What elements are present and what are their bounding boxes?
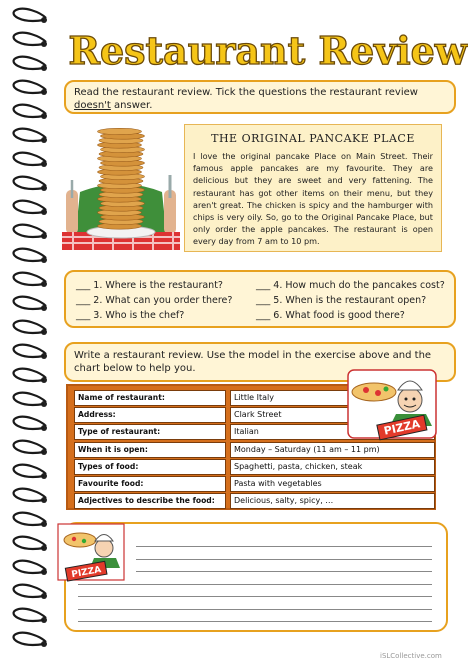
question-4[interactable]: ___ 4. How much do the pancakes cost?	[256, 280, 445, 291]
chart-label: Types of food:	[74, 459, 226, 475]
chart-label: Name of restaurant:	[74, 390, 226, 406]
writing-line	[136, 546, 432, 547]
chart-row	[74, 459, 428, 475]
chart-label: Adjectives to describe the food:	[74, 493, 226, 509]
chart-label: Type of restaurant:	[74, 424, 226, 440]
chart-row	[74, 476, 428, 492]
instruction-underlined: doesn't	[74, 100, 111, 111]
question-5[interactable]: ___ 5. When is the restaurant open?	[256, 295, 427, 306]
chart-label: Address:	[74, 407, 226, 423]
questions-box	[64, 270, 456, 328]
pizza-chef-image	[344, 366, 440, 442]
spiral-binding	[0, 0, 60, 670]
review-heading: THE ORIGINAL PANCAKE PLACE	[211, 132, 415, 145]
chart-value: Italian	[230, 424, 435, 440]
chart-label: Favourite food:	[74, 476, 226, 492]
chart-value: Pasta with vegetables	[230, 476, 435, 492]
pizza-chef-image-small	[56, 522, 126, 582]
writing-line	[136, 559, 432, 560]
question-1[interactable]: ___ 1. Where is the restaurant?	[76, 280, 223, 291]
chart-value: Monday – Saturday (11 am – 11 pm)	[230, 442, 435, 458]
instruction-read-review	[64, 80, 456, 114]
pizza-sign-label: PIZZA	[382, 417, 422, 438]
review-article	[184, 124, 442, 252]
pancake-stack-image	[62, 120, 180, 250]
page-title	[68, 22, 468, 78]
chart-row	[74, 442, 428, 458]
question-3[interactable]: ___ 3. Who is the chef?	[76, 310, 185, 321]
chart-value: Clark Street	[230, 407, 435, 423]
instruction-text: Read the restaurant review. Tick the questions the restaurant review	[74, 87, 418, 98]
instruction2-text: Write a restaurant review. Use the model in the exercise above and the chart below to help you.	[74, 350, 432, 374]
chart-value: Little Italy	[230, 390, 435, 406]
instruction-text-end: answer.	[110, 100, 153, 111]
question-2[interactable]: ___ 2. What can you order there?	[76, 295, 233, 306]
page-title-text: Restaurant Review	[68, 28, 468, 73]
chart-value: Delicious, salty, spicy, …	[230, 493, 435, 509]
chart-value: Spaghetti, pasta, chicken, steak	[230, 459, 435, 475]
writing-line	[136, 571, 432, 572]
writing-line	[78, 596, 432, 597]
chart-row	[74, 493, 428, 509]
chart-label: When it is open:	[74, 442, 226, 458]
review-body: I love the original pancake Place on Main Street. Their famous apple pancakes are my favourite. They are delicious but they are sweet and very fattening. The restaurant has got other items on their menu, but they aren't great. The chicken is spicy and the hamburger with chips is very oily. So, go to the Original Pancake Place, but only order the apple pancakes. The restaurant is open every day from 7 am to 10 pm.	[193, 151, 433, 247]
pizza-sign-label-small: PIZZA	[70, 565, 103, 581]
question-6[interactable]: ___ 6. What food is good there?	[256, 310, 405, 321]
writing-line	[78, 621, 432, 622]
writing-line	[78, 584, 432, 585]
writing-line	[78, 609, 432, 610]
watermark: iSLCollective.com	[380, 652, 442, 660]
